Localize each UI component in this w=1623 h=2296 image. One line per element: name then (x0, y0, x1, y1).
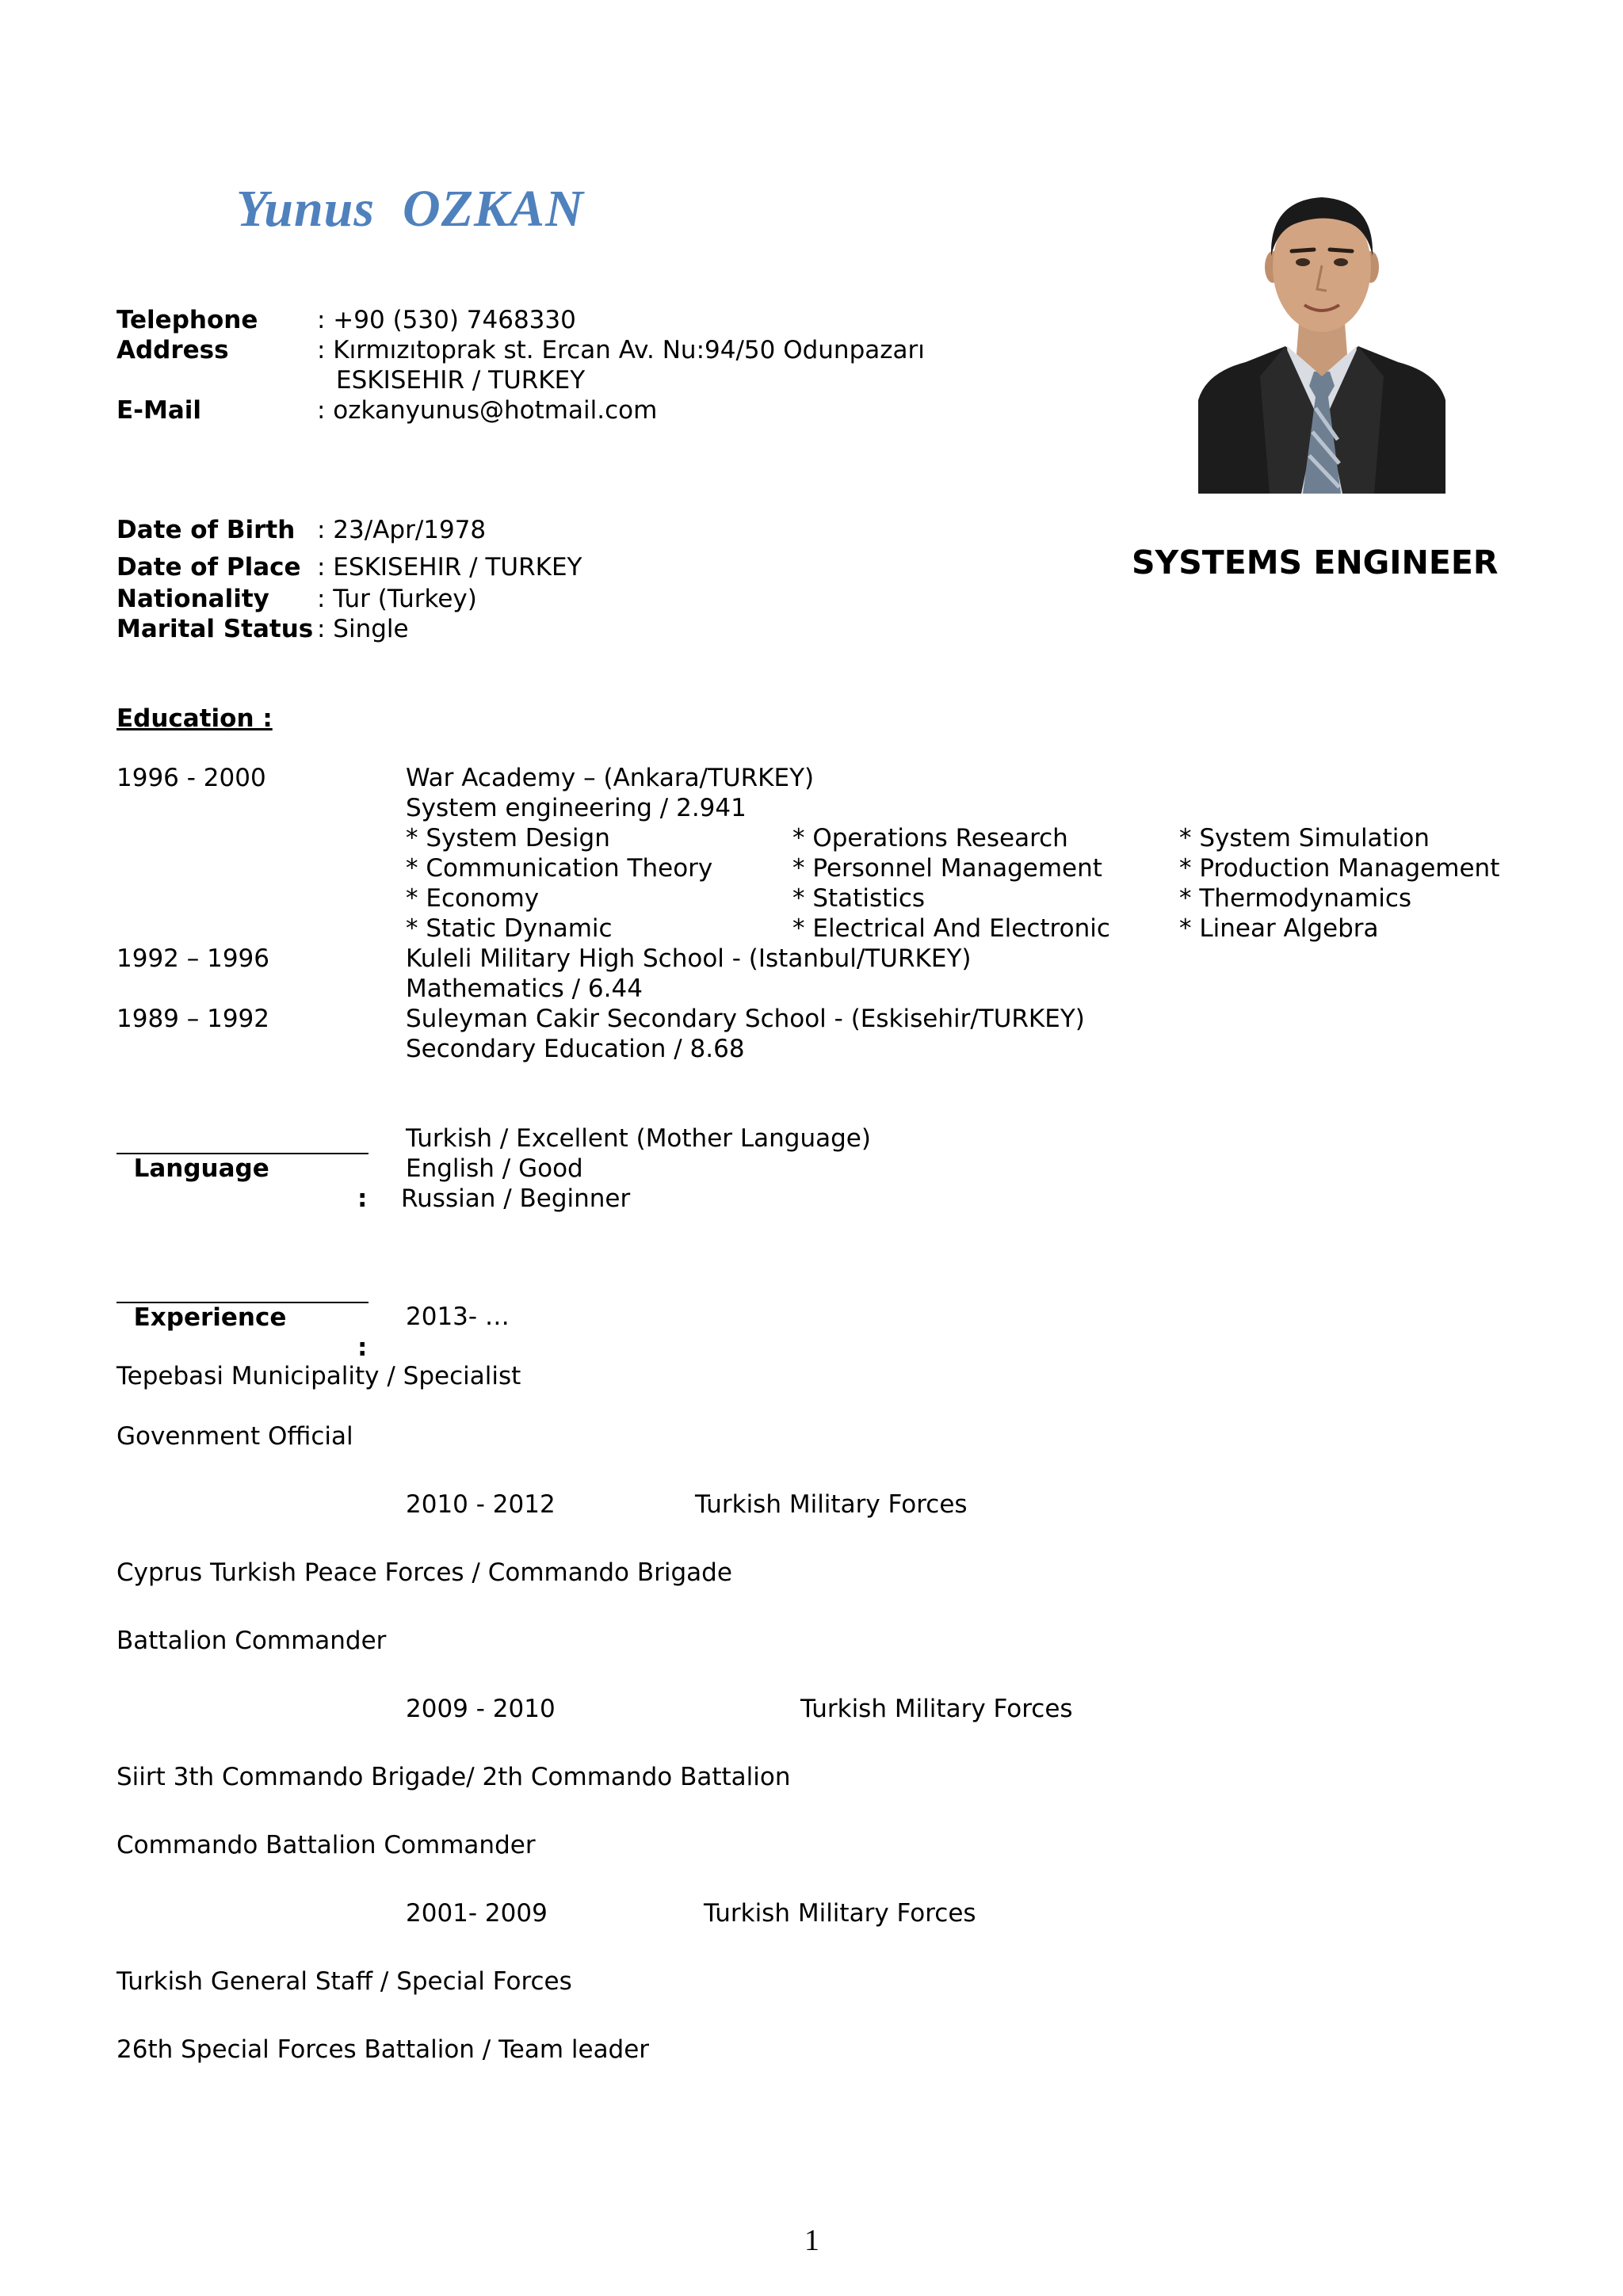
course-item: * Communication Theory (406, 854, 713, 883)
address-label: Address (116, 336, 229, 364)
person-portrait-icon (1198, 178, 1445, 494)
experience-organization: Turkish General Staff / Special Forces (116, 1967, 572, 1996)
education-school: War Academy – (Ankara/TURKEY) (406, 764, 815, 792)
course-item: * Thermodynamics (1179, 884, 1412, 913)
experience-role: Commando Battalion Commander (116, 1831, 536, 1859)
marital-label: Marital Status (116, 615, 314, 643)
marital-value: : Single (317, 615, 409, 643)
course-item: * Static Dynamic (406, 914, 613, 943)
telephone-label: Telephone (116, 306, 258, 334)
experience-organization: Tepebasi Municipality / Specialist (116, 1362, 521, 1390)
profile-photo (1198, 178, 1445, 494)
education-years: 1989 – 1992 (116, 1005, 269, 1033)
page-number: 1 (804, 2224, 819, 2257)
course-item: * Statistics (792, 884, 926, 913)
education-heading: Education : (116, 704, 273, 733)
nationality-value: : Tur (Turkey) (317, 585, 477, 613)
language-heading (116, 1123, 369, 1213)
education-degree: System engineering / 2.941 (406, 794, 747, 822)
education-degree: Secondary Education / 8.68 (406, 1035, 745, 1063)
course-item: * System Simulation (1179, 824, 1430, 852)
telephone-value: : +90 (530) 7468330 (317, 306, 576, 334)
experience-years: 2009 - 2010 (406, 1695, 556, 1723)
experience-organization: Cyprus Turkish Peace Forces / Commando Brigade (116, 1558, 732, 1587)
address-value-line2: ESKISEHIR / TURKEY (336, 366, 586, 395)
course-item: * System Design (406, 824, 610, 852)
course-item: * Production Management (1179, 854, 1500, 883)
candidate-name: Yunus OZKAN (236, 180, 584, 238)
email-value: : ozkanyunus@hotmail.com (317, 396, 658, 425)
experience-role: 26th Special Forces Battalion / Team leader (116, 2035, 650, 2064)
experience-role: Battalion Commander (116, 1627, 387, 1655)
language-heading-text: Language (133, 1154, 269, 1183)
experience-employer: Turkish Military Forces (695, 1490, 968, 1519)
course-item: * Personnel Management (792, 854, 1102, 883)
course-item: * Economy (406, 884, 540, 913)
experience-heading-text: Experience (133, 1303, 287, 1332)
dob-value: : 23/Apr/1978 (317, 516, 487, 544)
address-value-line1: : Kırmızıtoprak st. Ercan Av. Nu:94/50 Odunpazarı (317, 336, 925, 364)
education-school: Kuleli Military High School - (Istanbul/TURKEY) (406, 944, 972, 973)
language-heading-colon: : (357, 1184, 368, 1213)
education-school: Suleyman Cakir Secondary School - (Eskisehir/TURKEY) (406, 1005, 1085, 1033)
education-years: 1996 - 2000 (116, 764, 266, 792)
place-value: : ESKISEHIR / TURKEY (317, 553, 582, 582)
job-title: SYSTEMS ENGINEER (1132, 543, 1499, 582)
experience-years: 2010 - 2012 (406, 1490, 556, 1519)
course-item: * Operations Research (792, 824, 1068, 852)
experience-years: 2001- 2009 (406, 1899, 548, 1928)
nationality-label: Nationality (116, 585, 269, 613)
course-item: * Electrical And Electronic (792, 914, 1110, 943)
language-item: English / Good (406, 1154, 583, 1183)
education-years: 1992 – 1996 (116, 944, 269, 973)
experience-role: Govenment Official (116, 1422, 353, 1451)
experience-employer: Turkish Military Forces (704, 1899, 976, 1928)
language-item: Turkish / Excellent (Mother Language) (406, 1124, 871, 1153)
place-label: Date of Place (116, 553, 301, 582)
experience-heading (116, 1272, 369, 1362)
course-item: * Linear Algebra (1179, 914, 1379, 943)
experience-heading-colon: : (357, 1333, 368, 1362)
experience-employer: Turkish Military Forces (800, 1695, 1073, 1723)
dob-label: Date of Birth (116, 516, 296, 544)
language-item: Russian / Beginner (401, 1184, 631, 1213)
experience-organization: Siirt 3th Commando Brigade/ 2th Commando Battalion (116, 1763, 791, 1791)
experience-years: 2013- … (406, 1302, 510, 1331)
email-label: E-Mail (116, 396, 202, 425)
education-degree: Mathematics / 6.44 (406, 974, 643, 1003)
